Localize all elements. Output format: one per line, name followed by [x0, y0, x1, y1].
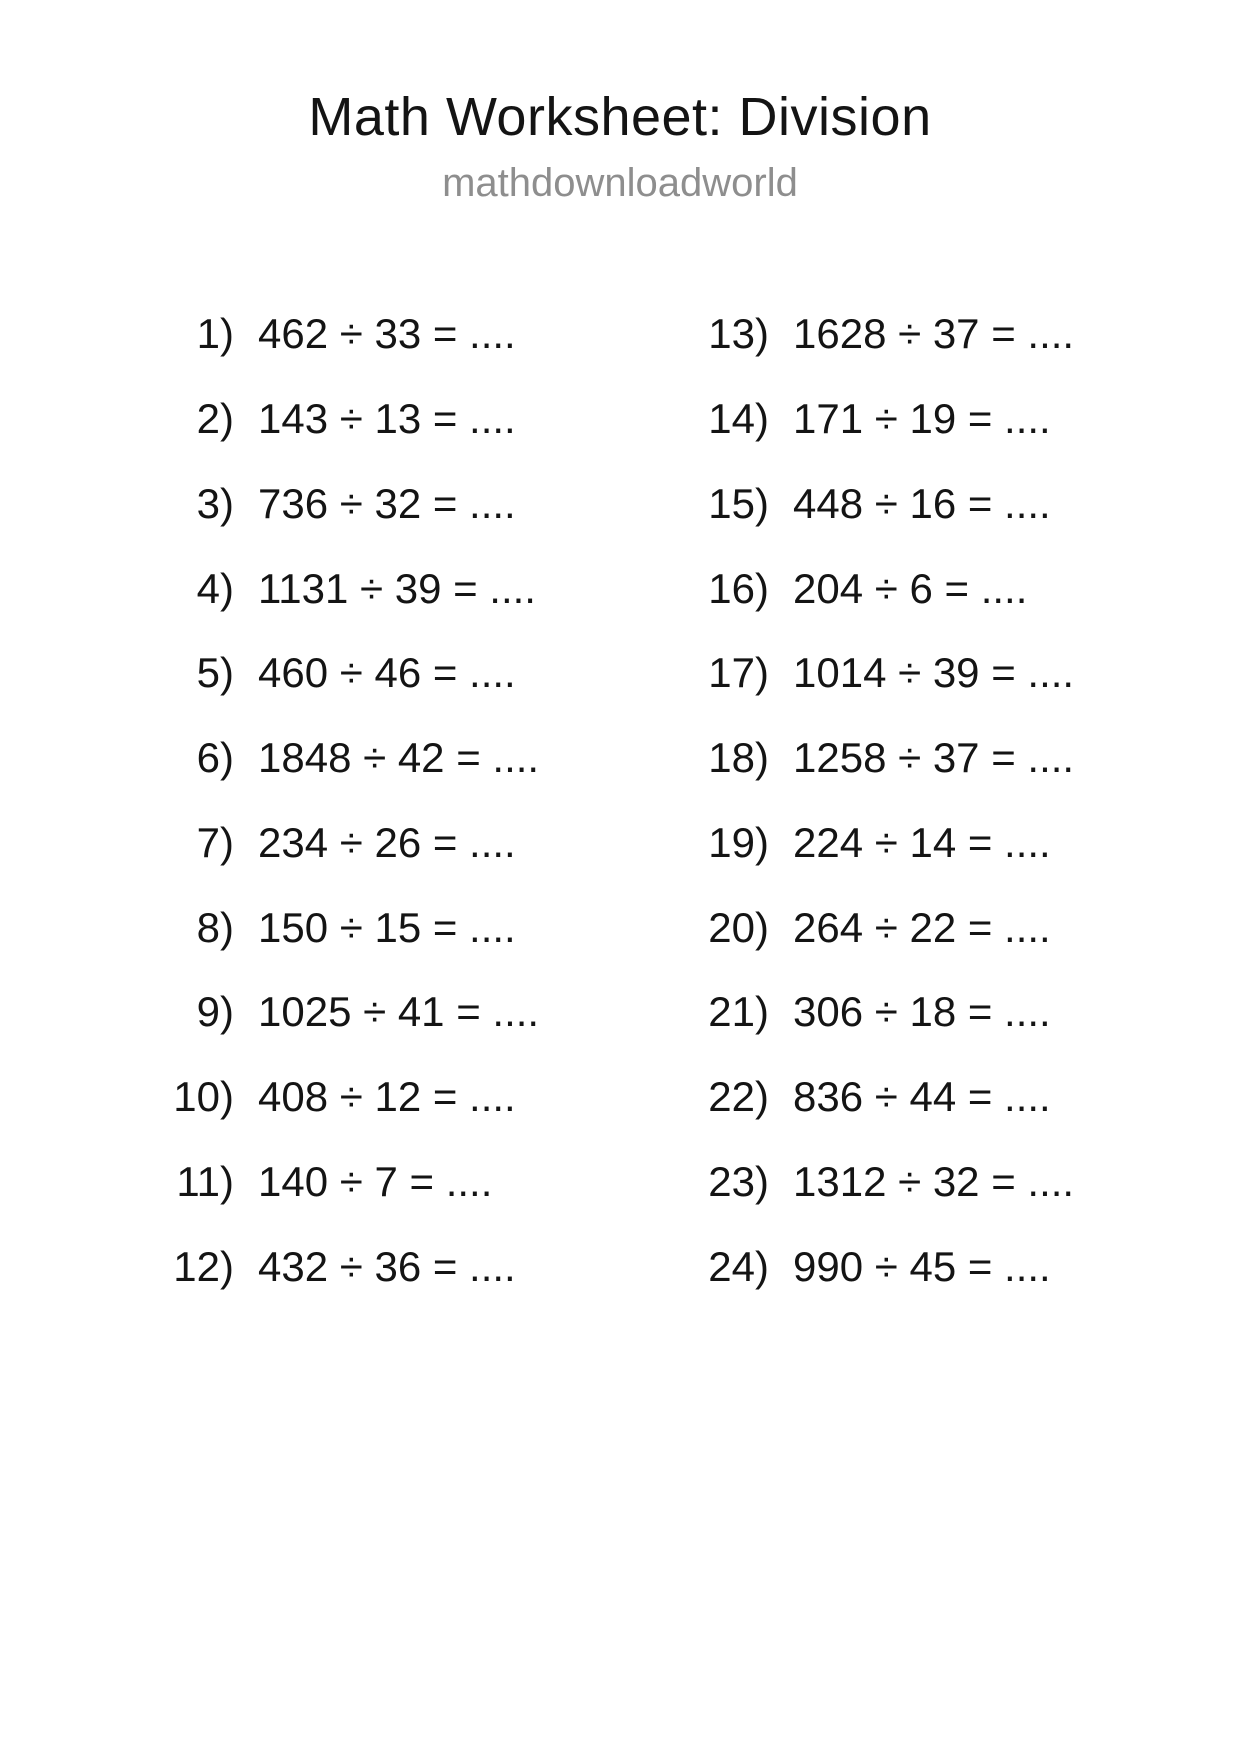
problem-number: 17)	[708, 649, 769, 697]
problem-expression: 1848 ÷ 42 = ....	[258, 734, 540, 782]
problem-number: 18)	[708, 734, 769, 782]
problem-row	[705, 1055, 1240, 1140]
problem-row	[170, 292, 705, 377]
problem-row	[170, 462, 705, 547]
problem-row	[705, 1224, 1240, 1309]
problem-expression: 1014 ÷ 39 = ....	[793, 649, 1075, 697]
problem-expression: 460 ÷ 46 = ....	[258, 649, 516, 697]
problem-row	[170, 631, 705, 716]
problem-row	[705, 716, 1240, 801]
problem-expression: 408 ÷ 12 = ....	[258, 1073, 516, 1121]
problem-row	[170, 1224, 705, 1309]
problem-expression: 1628 ÷ 37 = ....	[793, 310, 1075, 358]
problem-number: 8)	[196, 903, 234, 951]
problem-number: 11)	[176, 1157, 234, 1205]
problem-number: 21)	[708, 988, 769, 1036]
problem-expression: 150 ÷ 15 = ....	[258, 903, 516, 951]
problem-row	[170, 801, 705, 886]
problem-row	[170, 716, 705, 801]
problem-number: 24)	[708, 1242, 769, 1290]
problem-number: 9)	[196, 988, 234, 1036]
worksheet-header	[0, 0, 1240, 206]
problem-number: 14)	[708, 395, 769, 443]
problem-row	[170, 970, 705, 1055]
problem-number: 12)	[173, 1242, 234, 1290]
problem-number: 19)	[708, 818, 769, 866]
problem-row	[705, 631, 1240, 716]
problem-row	[170, 1140, 705, 1225]
problem-number: 13)	[708, 310, 769, 358]
problem-expression: 990 ÷ 45 = ....	[793, 1242, 1051, 1290]
problem-number: 6)	[196, 734, 234, 782]
problem-expression: 836 ÷ 44 = ....	[793, 1073, 1051, 1121]
problem-number: 4)	[196, 564, 234, 612]
problem-number: 23)	[708, 1157, 769, 1205]
problem-number: 1)	[196, 310, 234, 358]
problem-expression: 204 ÷ 6 = ....	[793, 564, 1028, 612]
problem-row	[705, 970, 1240, 1055]
problem-expression: 462 ÷ 33 = ....	[258, 310, 516, 358]
problem-expression: 1131 ÷ 39 = ....	[258, 564, 536, 612]
problem-row	[705, 292, 1240, 377]
problem-number: 15)	[708, 479, 769, 527]
problem-number: 5)	[196, 649, 234, 697]
problem-expression: 306 ÷ 18 = ....	[793, 988, 1051, 1036]
problem-row	[170, 377, 705, 462]
problems-grid	[0, 292, 1240, 1309]
problem-expression: 448 ÷ 16 = ....	[793, 479, 1051, 527]
problem-row	[705, 1140, 1240, 1225]
problem-expression: 736 ÷ 32 = ....	[258, 479, 516, 527]
problem-expression: 224 ÷ 14 = ....	[793, 818, 1051, 866]
problem-number: 7)	[196, 818, 234, 866]
problem-expression: 234 ÷ 26 = ....	[258, 818, 516, 866]
problem-number: 3)	[196, 479, 234, 527]
problem-row	[705, 801, 1240, 886]
problem-expression: 264 ÷ 22 = ....	[793, 903, 1051, 951]
problem-row	[170, 1055, 705, 1140]
problem-row	[705, 462, 1240, 547]
problem-row	[705, 377, 1240, 462]
problem-expression: 432 ÷ 36 = ....	[258, 1242, 516, 1290]
problem-number: 2)	[196, 395, 234, 443]
problem-row	[705, 546, 1240, 631]
problem-expression: 143 ÷ 13 = ....	[258, 395, 516, 443]
problem-expression: 1258 ÷ 37 = ....	[793, 734, 1075, 782]
problem-expression: 1312 ÷ 32 = ....	[793, 1157, 1075, 1205]
problem-number: 20)	[708, 903, 769, 951]
worksheet-title: Math Worksheet: Division	[308, 87, 932, 147]
problem-row	[170, 546, 705, 631]
problem-expression: 171 ÷ 19 = ....	[793, 395, 1051, 443]
worksheet-source: mathdownloadworld	[442, 161, 798, 206]
problem-expression: 140 ÷ 7 = ....	[258, 1157, 493, 1205]
problem-row	[705, 885, 1240, 970]
problem-number: 22)	[708, 1073, 769, 1121]
problem-number: 10)	[173, 1073, 234, 1121]
problem-expression: 1025 ÷ 41 = ....	[258, 988, 540, 1036]
problem-number: 16)	[708, 564, 769, 612]
problem-row	[170, 885, 705, 970]
